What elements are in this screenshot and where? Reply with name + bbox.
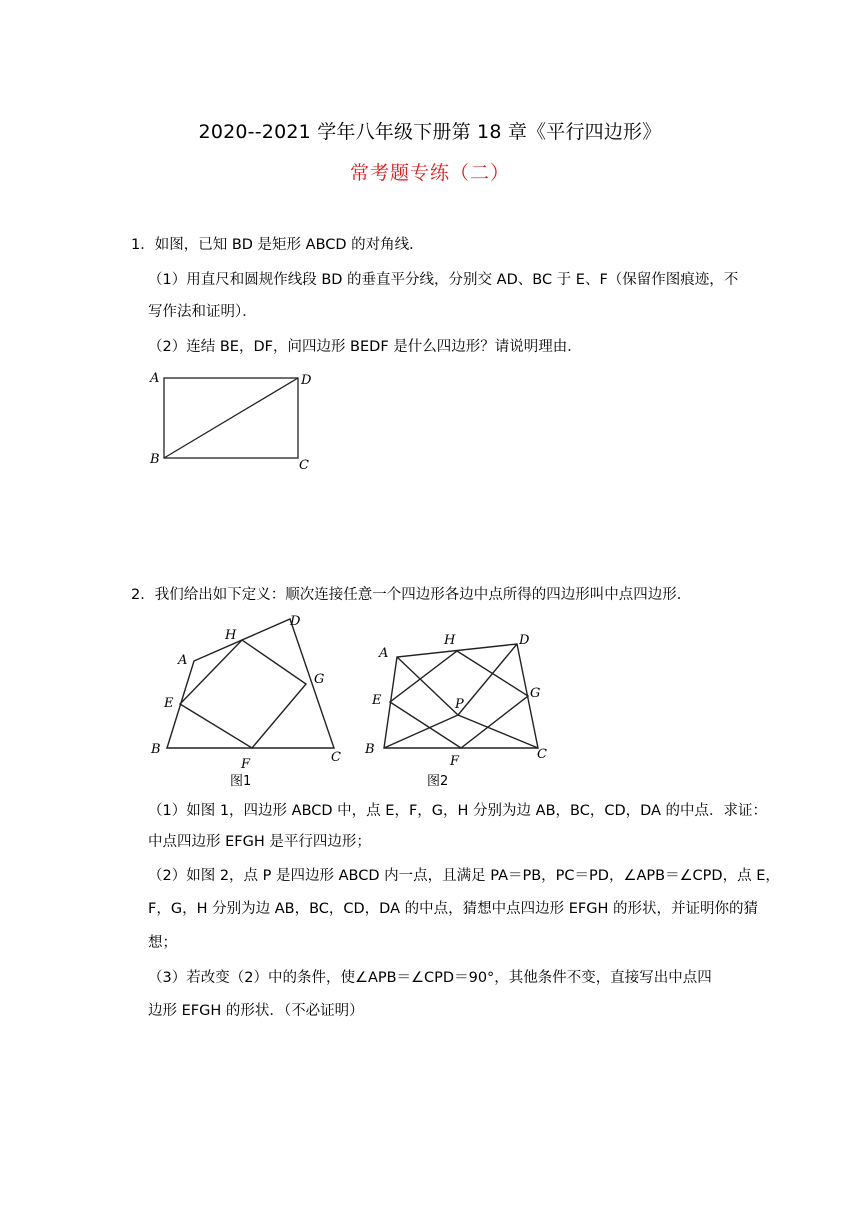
page-title: 2020--2021 学年八年级下册第 18 章《平行四边形》 [198,121,662,143]
q2-part2-line3: 想； [148,935,177,951]
label-g: G [530,686,541,701]
label-f: F [450,754,460,769]
q1-part1-line1: （1）用直尺和圆规作线段 BD 的垂直平分线，分别交 AD、BC 于 E、F（保留作图痕迹，不 [148,272,739,288]
q2-figure-1 [140,605,360,790]
label-b: B [150,452,160,467]
diagonal-bd [164,378,298,458]
q2-part2-line2: F，G，H 分别为边 AB，BC，CD，DA 的中点，猜想中点四边形 EFGH 的形状，并证明你的猜 [148,901,758,917]
figure-2-caption: 图2 [427,774,449,789]
q2-part1-line1: （1）如图 1，四边形 ABCD 中，点 E，F，G，H 分别为边 AB，BC，CD，DA 的中点．求证： [148,803,768,819]
label-p: P [455,697,464,712]
q2-part2-line1: （2）如图 2，点 P 是四边形 ABCD 内一点，且满足 PA＝PB，PC＝PD，∠APB＝∠CPD，点 E， [148,868,780,884]
q2-stem: 2．我们给出如下定义：顺次连接任意一个四边形各边中点所得的四边形叫中点四边形． [131,587,692,603]
label-g: G [314,672,325,687]
label-a: A [178,653,188,668]
label-h: H [225,628,237,643]
q1-part2: （2）连结 BE，DF，问四边形 BEDF 是什么四边形？请说明理由． [148,339,582,355]
q1-part1-line2: 写作法和证明）． [148,304,257,320]
q2-part3-line2: 边形 EFGH 的形状．（不必证明） [148,1003,364,1019]
label-a: A [150,371,160,386]
segment-pb [384,715,458,748]
label-d: D [519,633,530,648]
label-d: D [301,373,312,388]
quadrilateral-abcd [384,644,541,748]
quadrilateral-abcd [167,619,334,748]
label-c: C [331,750,341,765]
q2-figure-2 [360,625,560,790]
label-f: F [241,757,251,772]
segment-pa [397,657,458,715]
q1-stem: 1．如图，已知 BD 是矩形 ABCD 的对角线． [131,237,424,253]
label-c: C [299,458,309,473]
label-b: B [365,742,375,757]
label-d: D [290,614,301,629]
label-e: E [372,693,382,708]
label-a: A [379,646,389,661]
page-subtitle: 常考题专练（二） [349,162,510,184]
label-h: H [444,633,456,648]
label-e: E [164,696,174,711]
segment-pd [458,644,517,715]
q2-part1-line2: 中点四边形 EFGH 是平行四边形； [148,834,371,850]
q1-rectangle-figure [140,360,330,480]
q2-part3-line1: （3）若改变（2）中的条件，使∠APB＝∠CPD＝90°，其他条件不变，直接写出中点四 [148,970,712,986]
midpoint-quadrilateral-efgh [180,640,306,748]
label-b: B [151,742,161,757]
label-c: C [537,747,547,762]
figure-1-caption: 图1 [230,774,252,789]
